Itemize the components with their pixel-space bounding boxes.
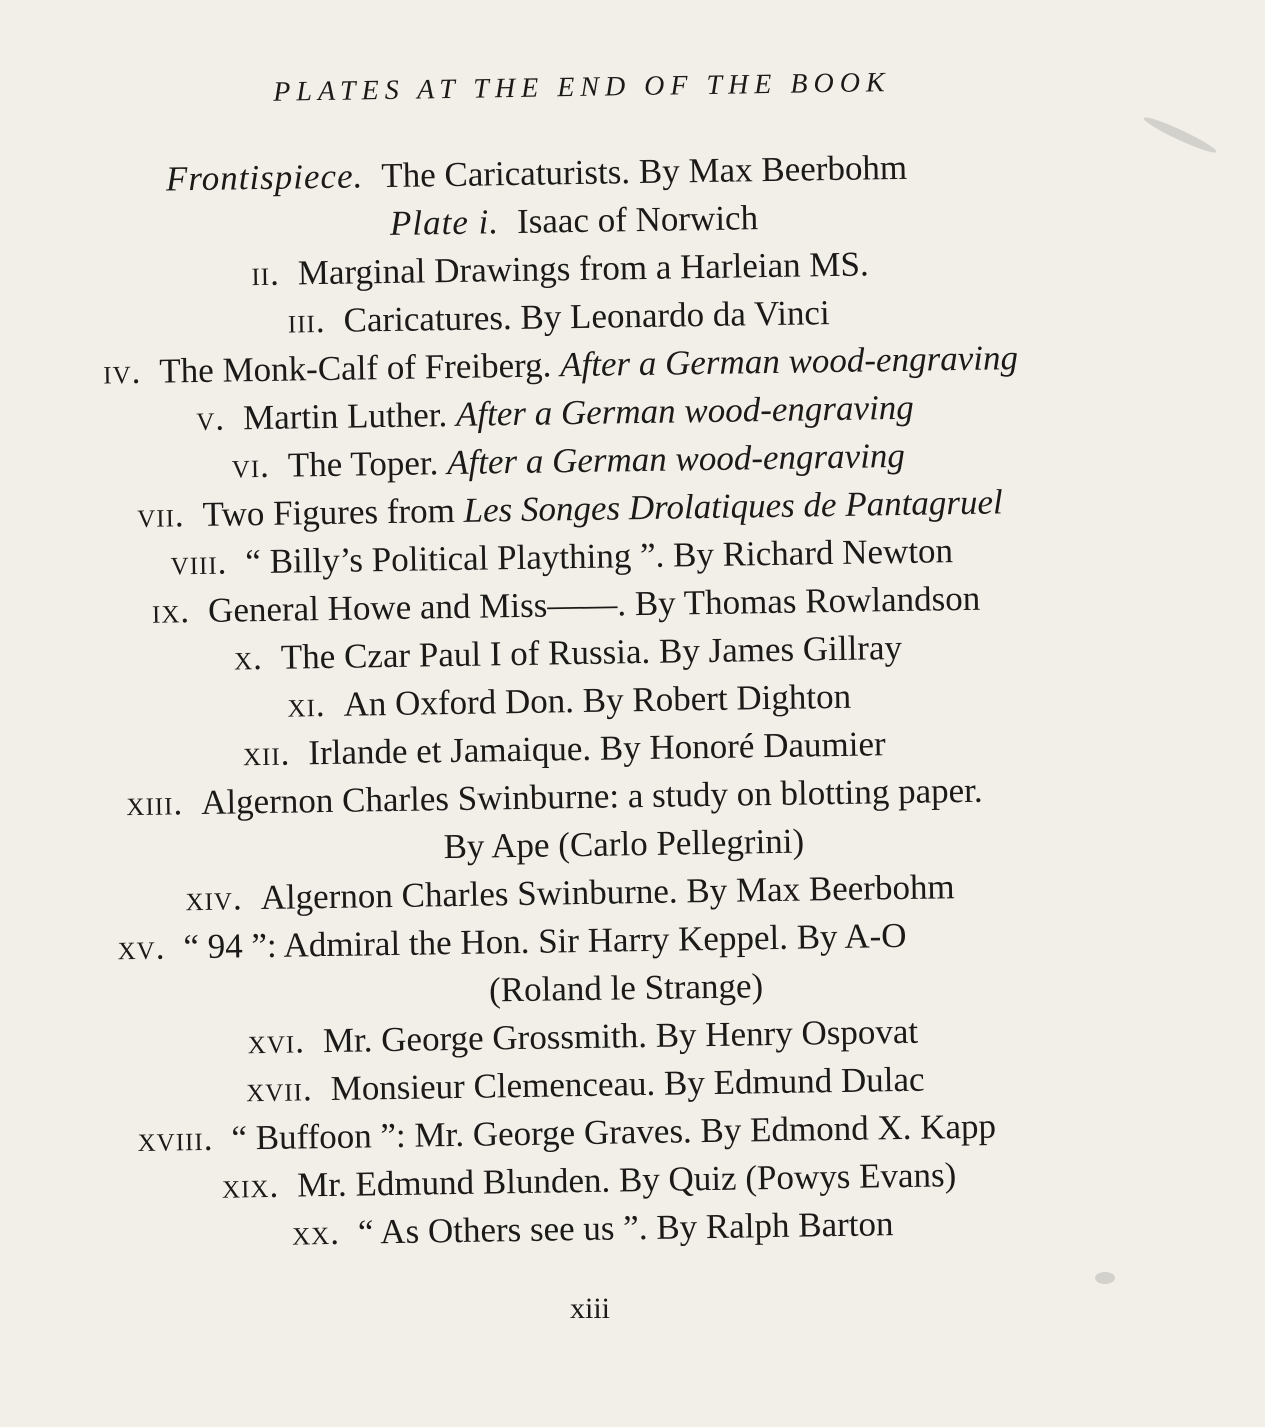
page-heading: PLATES AT THE END OF THE BOOK	[273, 67, 891, 108]
plate-title-text: Algernon Charles Swinburne. By Max Beerbohm	[260, 867, 955, 918]
plate-number: Plate i.	[389, 202, 500, 243]
plate-title-text: “ 94 ”: Admiral the Hon. Sir Harry Keppel. By A-O	[183, 915, 907, 967]
paper-smudge	[1142, 114, 1219, 157]
plate-number: xvi.	[247, 1021, 306, 1062]
plate-title-italic: After a German wood-engraving	[455, 387, 915, 434]
plate-title-text: An Oxford Don. By Robert Dighton	[343, 676, 852, 724]
plate-title-text: Mr. Edmund Blunden. By Quiz (Powys Evans)	[296, 1155, 957, 1205]
plate-title	[297, 1152, 957, 1208]
plate-number: iv.	[102, 351, 142, 392]
plate-number: viii.	[170, 542, 228, 583]
plate-number: vi.	[231, 445, 271, 486]
plate-number: xx.	[291, 1212, 341, 1253]
paper-smudge	[1095, 1272, 1115, 1284]
plate-title-text: Algernon Charles Swinburne: a study on blotting paper.	[200, 770, 983, 822]
plate-number: x.	[233, 637, 264, 678]
plate-title-text: General Howe and Miss——. By Thomas Rowlandson	[207, 578, 981, 630]
plate-number: Frontispiece.	[165, 156, 364, 199]
plate-title-text: The Czar Paul I of Russia. By James Gillray	[280, 627, 903, 677]
plate-title	[381, 145, 908, 199]
plate-number: xii.	[242, 733, 291, 774]
plate-title	[260, 864, 955, 921]
plate-title-text: The Caricaturists. By Max Beerbohm	[381, 147, 908, 196]
plate-title	[297, 241, 869, 296]
plate-title	[287, 433, 905, 489]
plate-title-italic: After a German wood-engraving	[559, 338, 1019, 385]
plate-title	[330, 1057, 925, 1112]
plate-title	[245, 528, 953, 585]
plate-title-text: Irlande et Jamaique. By Honoré Daumier	[308, 724, 886, 773]
plate-title	[308, 721, 886, 776]
plate-number: v.	[195, 398, 226, 439]
plates-list	[31, 0, 1091, 1253]
plate-number: xiii.	[126, 783, 184, 824]
plate-title	[343, 674, 851, 728]
plate-title-text: Isaac of Norwich	[516, 198, 759, 241]
plate-number: xix.	[221, 1165, 280, 1206]
plate-title-text: The Toper.	[287, 443, 448, 485]
plate-title-text: Mr. George Grossmith. By Henry Ospovat	[322, 1011, 919, 1061]
plate-title	[517, 195, 759, 245]
plate-number: xv.	[117, 927, 166, 968]
plate-title-continuation: By Ape (Carlo Pellegrini)	[443, 821, 805, 867]
page-number: xiii	[569, 1292, 610, 1325]
plate-number: vii.	[136, 495, 185, 535]
plate-title-text: “ Buffoon ”: Mr. George Graves. By Edmond X. Kapp	[231, 1106, 997, 1158]
plate-title	[358, 1201, 894, 1255]
plate-title-continuation: (Roland le Strange)	[488, 966, 764, 1010]
plate-number: ii.	[251, 253, 281, 294]
plate-title-italic: After a German wood-engraving	[446, 435, 906, 483]
plate-number: iii.	[287, 300, 326, 341]
plate-title-text: Martin Luther.	[242, 394, 457, 438]
plate-title-text: “ Billy’s Political Plaything ”. By Richard Newton	[245, 531, 954, 582]
plate-title-text: Marginal Drawings from a Harleian MS.	[297, 244, 869, 293]
plate-title-text: Caricatures. By Leonardo da Vinci	[343, 293, 830, 340]
plate-number: xiv.	[185, 878, 243, 919]
plate-title-text: Two Figures from	[202, 490, 464, 534]
plate-title-text: “ As Others see us ”. By Ralph Barton	[357, 1204, 894, 1252]
plate-number: xvii.	[245, 1069, 313, 1110]
plate-title-italic: Les Songes Drolatiques de Pantagruel	[463, 482, 1004, 530]
plate-title-text: Monsieur Clemenceau. By Edmund Dulac	[330, 1059, 925, 1108]
plate-title	[281, 625, 903, 681]
plate-title	[323, 1009, 919, 1064]
plate-title	[243, 385, 914, 442]
plate-number: xviii.	[137, 1118, 214, 1160]
plate-title	[343, 290, 830, 344]
plate-title-text: The Monk-Calf of Freiberg.	[159, 345, 561, 391]
plate-number: ix.	[151, 591, 191, 631]
plate-number: xi.	[287, 685, 326, 725]
